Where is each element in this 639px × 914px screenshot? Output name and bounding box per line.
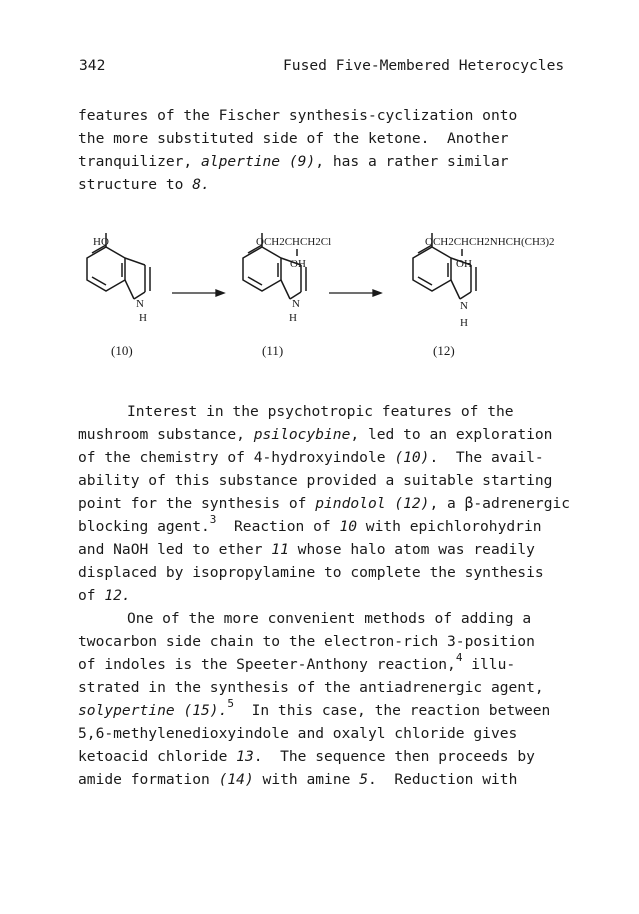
reference-4: 4 — [455, 651, 463, 665]
reference-5: 5 — [227, 697, 234, 711]
reference-3: 3 — [209, 513, 217, 527]
svg-text:H: H — [289, 312, 297, 324]
svg-text:H: H — [139, 312, 147, 324]
svg-text:OH: OH — [290, 258, 306, 270]
amine-side-chain-label: OCH2CHCH2NHCH(CH3)2 — [425, 236, 555, 248]
compound-label-12: (12) — [433, 343, 455, 358]
running-title: Fused Five-Membered Heterocycles — [283, 57, 565, 74]
compound-label-10: (10) — [111, 343, 133, 358]
reaction-scheme — [0, 225, 639, 365]
page-number: 342 — [79, 57, 106, 74]
hydroxy-label: HO — [93, 236, 109, 248]
chloro-side-chain-label: OCH2CHCH2Cl — [256, 236, 332, 248]
svg-text:H: H — [460, 317, 468, 329]
reaction-arrow-2 — [329, 290, 381, 296]
svg-text:OH: OH — [456, 258, 472, 270]
compound-label-11: (11) — [262, 343, 284, 358]
compound-name-alpertine: alpertine (9) — [201, 153, 316, 170]
reaction-arrow-1 — [172, 290, 224, 296]
svg-text:N: N — [292, 298, 300, 310]
svg-text:N: N — [136, 298, 144, 310]
svg-text:N: N — [460, 300, 468, 312]
